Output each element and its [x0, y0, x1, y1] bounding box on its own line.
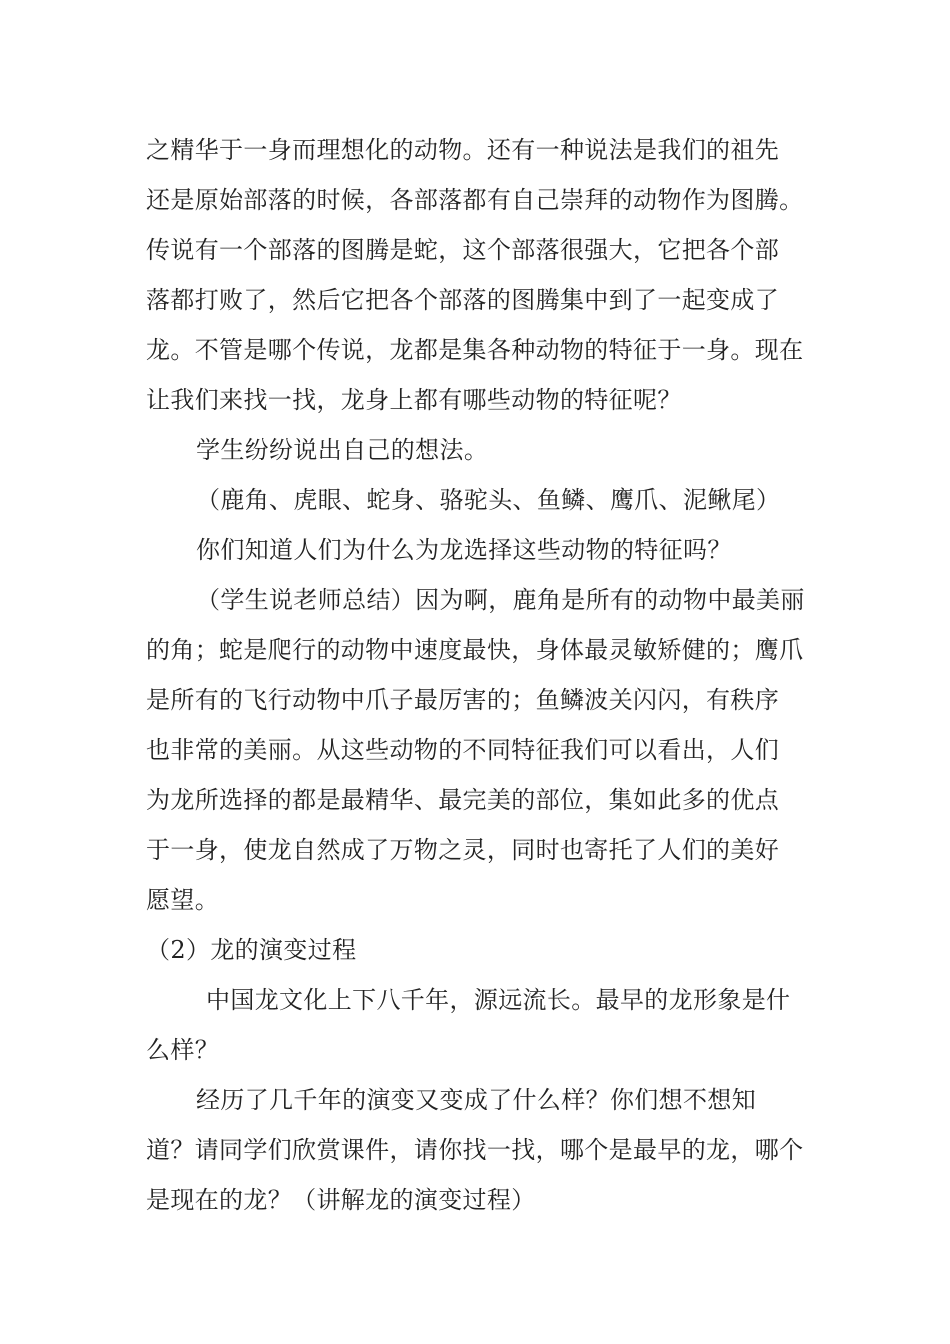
evolution-question-line: 道？请同学们欣赏课件，请你找一找，哪个是最早的龙，哪个 — [146, 1136, 804, 1164]
paragraph-line: 之精华于一身而理想化的动物。还有一种说法是我们的祖先 — [146, 136, 780, 164]
summary-line: （学生说老师总结）因为啊，鹿角是所有的动物中最美丽 — [196, 586, 805, 614]
evolution-intro-line: 中国龙文化上下八千年，源远流长。最早的龙形象是什 — [206, 986, 791, 1014]
evolution-intro-line: 么样？ — [146, 1036, 220, 1064]
paragraph-line: 落都打败了，然后它把各个部落的图腾集中到了一起变成了 — [146, 286, 780, 314]
summary-line: 为龙所选择的都是最精华、最完美的部位，集如此多的优点 — [146, 786, 780, 814]
summary-line: 的角；蛇是爬行的动物中速度最快，身体最灵敏矫健的；鹰爪 — [146, 636, 804, 664]
summary-line: 于一身，使龙自然成了万物之灵，同时也寄托了人们的美好 — [146, 836, 780, 864]
evolution-question-line: 经历了几千年的演变又变成了什么样？你们想不想知 — [196, 1086, 757, 1114]
section-heading: （2）龙的演变过程 — [146, 936, 357, 964]
paragraph-line: 让我们来找一找，龙身上都有哪些动物的特征呢？ — [146, 386, 682, 414]
student-ideas-line: 学生纷纷说出自己的想法。 — [196, 436, 489, 464]
evolution-question-line: 是现在的龙？（讲解龙的演变过程） — [146, 1186, 536, 1214]
paragraph-line: 还是原始部落的时候，各部落都有自己崇拜的动物作为图腾。 — [146, 186, 804, 214]
animal-list-line: （鹿角、虎眼、蛇身、骆驼头、鱼鳞、鹰爪、泥鳅尾） — [196, 486, 781, 514]
summary-line: 也非常的美丽。从这些动物的不同特征我们可以看出，人们 — [146, 736, 780, 764]
question-line: 你们知道人们为什么为龙选择这些动物的特征吗？ — [196, 536, 732, 564]
summary-line: 是所有的飞行动物中爪子最厉害的；鱼鳞波关闪闪，有秩序 — [146, 686, 780, 714]
paragraph-line: 传说有一个部落的图腾是蛇，这个部落很强大，它把各个部 — [146, 236, 780, 264]
summary-line: 愿望。 — [146, 886, 220, 914]
paragraph-line: 龙。不管是哪个传说，龙都是集各种动物的特征于一身。现在 — [146, 336, 804, 364]
